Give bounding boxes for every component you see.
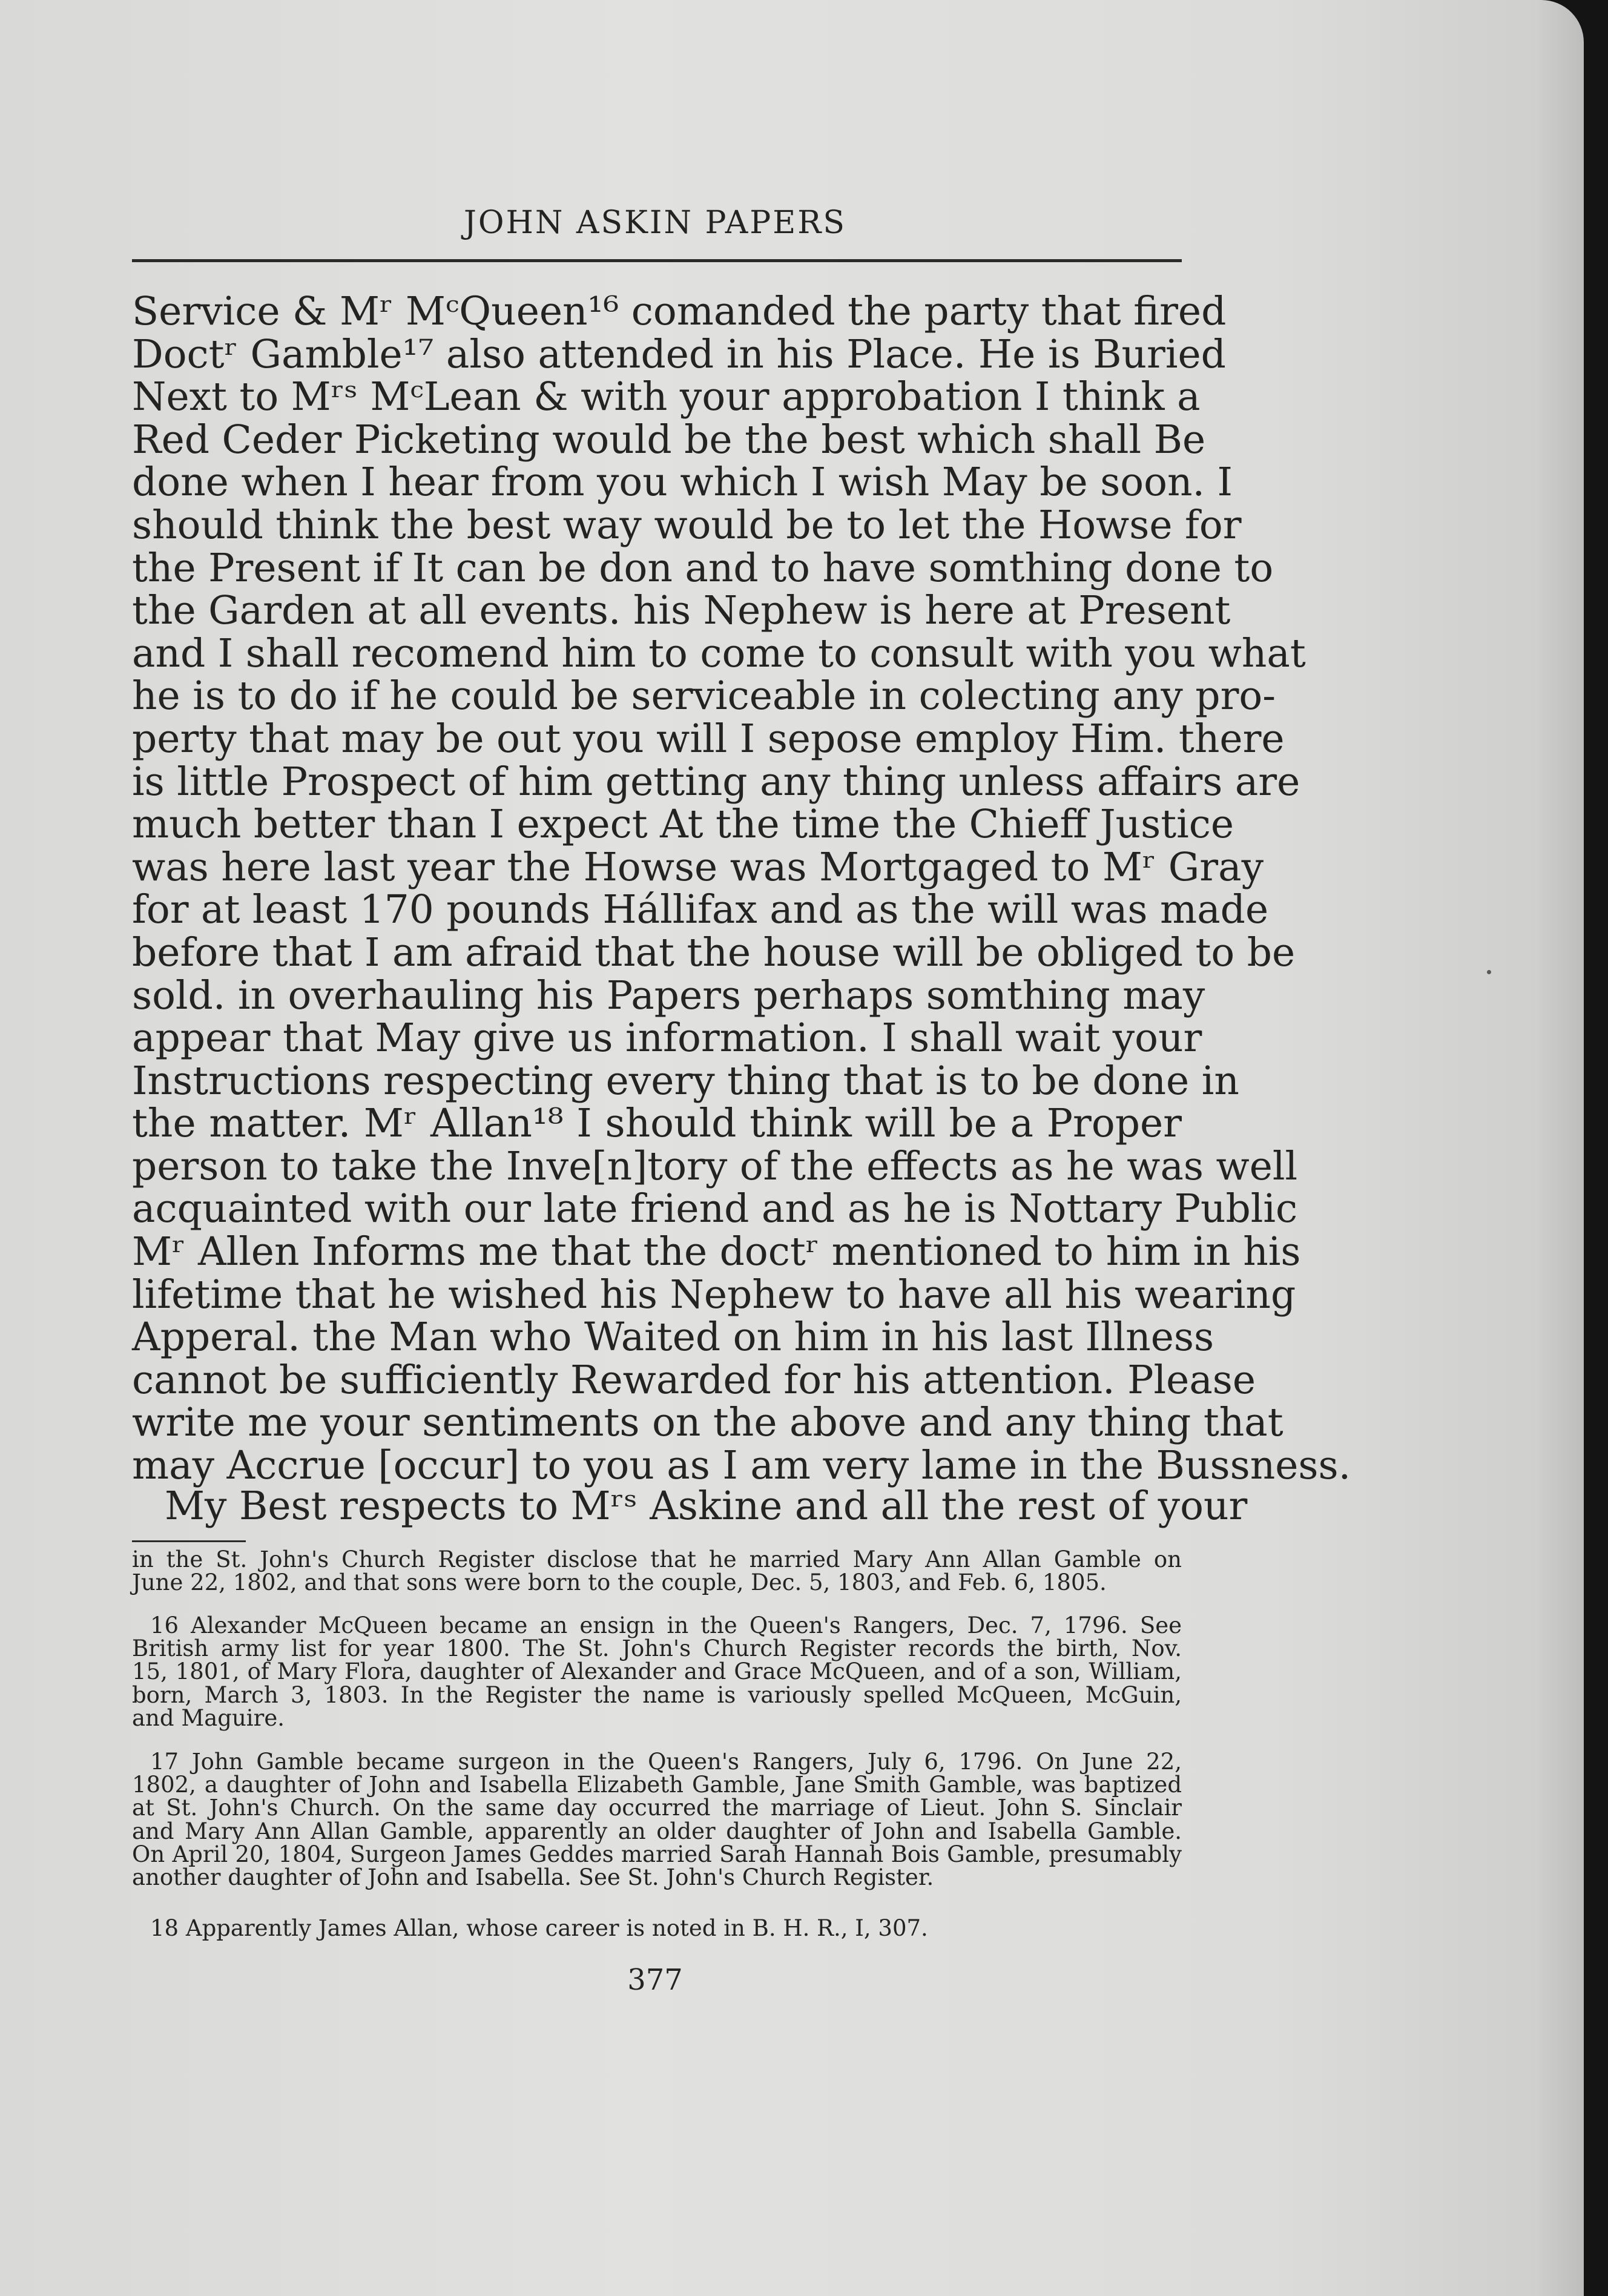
footnote-line: and Mary Ann Allan Gamble, apparently an older daughter of John and Isabella Gamble.	[132, 1818, 1182, 1844]
footnote-line: 17 John Gamble became surgeon in the Queen's Rangers, July 6, 1796. On June 22,	[150, 1749, 1182, 1775]
footnote-17	[132, 1750, 1182, 1889]
footnote-rule	[132, 1540, 246, 1542]
paper-speck	[1487, 970, 1491, 974]
body-line: acquainted with our late friend and as he is Nottary Public	[132, 1186, 1298, 1232]
footnote-continuation	[132, 1548, 1182, 1594]
page-number: 377	[627, 1963, 683, 1997]
body-line: should think the best way would be to let the Howse for	[132, 502, 1242, 548]
body-line: the Present if It can be don and to have somthing done to	[132, 545, 1274, 591]
body-line: Apperal. the Man who Waited on him in his last Illness	[132, 1315, 1214, 1361]
body-line: Next to Mʳˢ MᶜLean & with your approbation I think a	[132, 374, 1201, 420]
body-line: cannot be sufficiently Rewarded for his attention. Please	[132, 1357, 1256, 1403]
footnote-line: and Maguire.	[132, 1704, 285, 1731]
body-line: done when I hear from you which I wish May be soon. I	[132, 460, 1233, 506]
footnote-line: another daughter of John and Isabella. See St. John's Church Register.	[132, 1864, 934, 1890]
header-rule	[132, 259, 1182, 262]
footnote-line: born, March 3, 1803. In the Register the name is variously spelled McQueen, McGuin,	[132, 1681, 1182, 1708]
footnote-line: at St. John's Church. On the same day occurred the marriage of Lieut. John S. Sinclair	[132, 1795, 1182, 1821]
body-line: lifetime that he wished his Nephew to have all his wearing	[132, 1272, 1296, 1318]
body-line: appear that May give us information. I shall wait your	[132, 1015, 1202, 1061]
footnote-16	[132, 1614, 1182, 1730]
body-line: is little Prospect of him getting any thing unless affairs are	[132, 759, 1300, 805]
body-line: the matter. Mʳ Allan¹⁸ I should think will be a Proper	[132, 1101, 1182, 1147]
running-head: JOHN ASKIN PAPERS	[464, 205, 846, 241]
body-line: My Best respects to Mʳˢ Askine and all the rest of your	[165, 1483, 1248, 1529]
footnote-line: 16 Alexander McQueen became an ensign in the Queen's Rangers, Dec. 7, 1796. See	[150, 1612, 1182, 1638]
body-line: Red Ceder Picketing would be the best which shall Be	[132, 417, 1206, 463]
footnote-line: June 22, 1802, and that sons were born to the couple, Dec. 5, 1803, and Feb. 6, 1805.	[132, 1569, 1107, 1596]
body-line: Service & Mʳ MᶜQueen¹⁶ comanded the party that fired	[132, 289, 1227, 334]
footnote-line: On April 20, 1804, Surgeon James Geddes married Sarah Hannah Bois Gamble, presumably	[132, 1841, 1182, 1867]
footnote-line: British army list for year 1800. The St. John's Church Register records the birth, Nov.	[132, 1635, 1182, 1662]
body-line: and I shall recomend him to come to consult with you what	[132, 630, 1306, 676]
body-line: he is to do if he could be serviceable in colecting any pro-	[132, 673, 1276, 719]
body-line: may Accrue [occur] to you as I am very lame in the Bussness.	[132, 1443, 1351, 1489]
body-line: much better than I expect At the time the Chieff Justice	[132, 802, 1234, 848]
footnote-line: in the St. John's Church Register disclose that he married Mary Ann Allan Gamble on	[132, 1546, 1182, 1572]
body-line: Mʳ Allen Informs me that the doctʳ mentioned to him in his	[132, 1229, 1301, 1275]
body-line: person to take the Inve[n]tory of the effects as he was well	[132, 1143, 1298, 1189]
body-line: for at least 170 pounds Hállifax and as the will was made	[132, 887, 1269, 933]
body-line: before that I am afraid that the house will be obliged to be	[132, 929, 1296, 975]
footnote-18	[132, 1917, 1182, 1940]
body-line: the Garden at all events. his Nephew is here at Present	[132, 588, 1231, 634]
closing-paragraph	[132, 1483, 1248, 1529]
body-line: was here last year the Howse was Mortgaged to Mʳ Gray	[132, 844, 1264, 890]
body-line: Doctʳ Gamble¹⁷ also attended in his Place. He is Buried	[132, 331, 1226, 377]
body-line: Instructions respecting every thing that is to be done in	[132, 1058, 1239, 1104]
body-line: sold. in overhauling his Papers perhaps somthing may	[132, 972, 1205, 1018]
footnote-line: 1802, a daughter of John and Isabella Elizabeth Gamble, Jane Smith Gamble, was baptized	[132, 1772, 1182, 1798]
body-line: write me your sentiments on the above and any thing that	[132, 1400, 1283, 1446]
letter-body	[132, 289, 1351, 1489]
body-line: perty that may be out you will I sepose employ Him. there	[132, 716, 1285, 762]
footnote-line: 18 Apparently James Allan, whose career is noted in B. H. R., I, 307.	[150, 1915, 928, 1941]
footnote-line: 15, 1801, of Mary Flora, daughter of Alexander and Grace McQueen, and of a son, William,	[132, 1658, 1182, 1685]
